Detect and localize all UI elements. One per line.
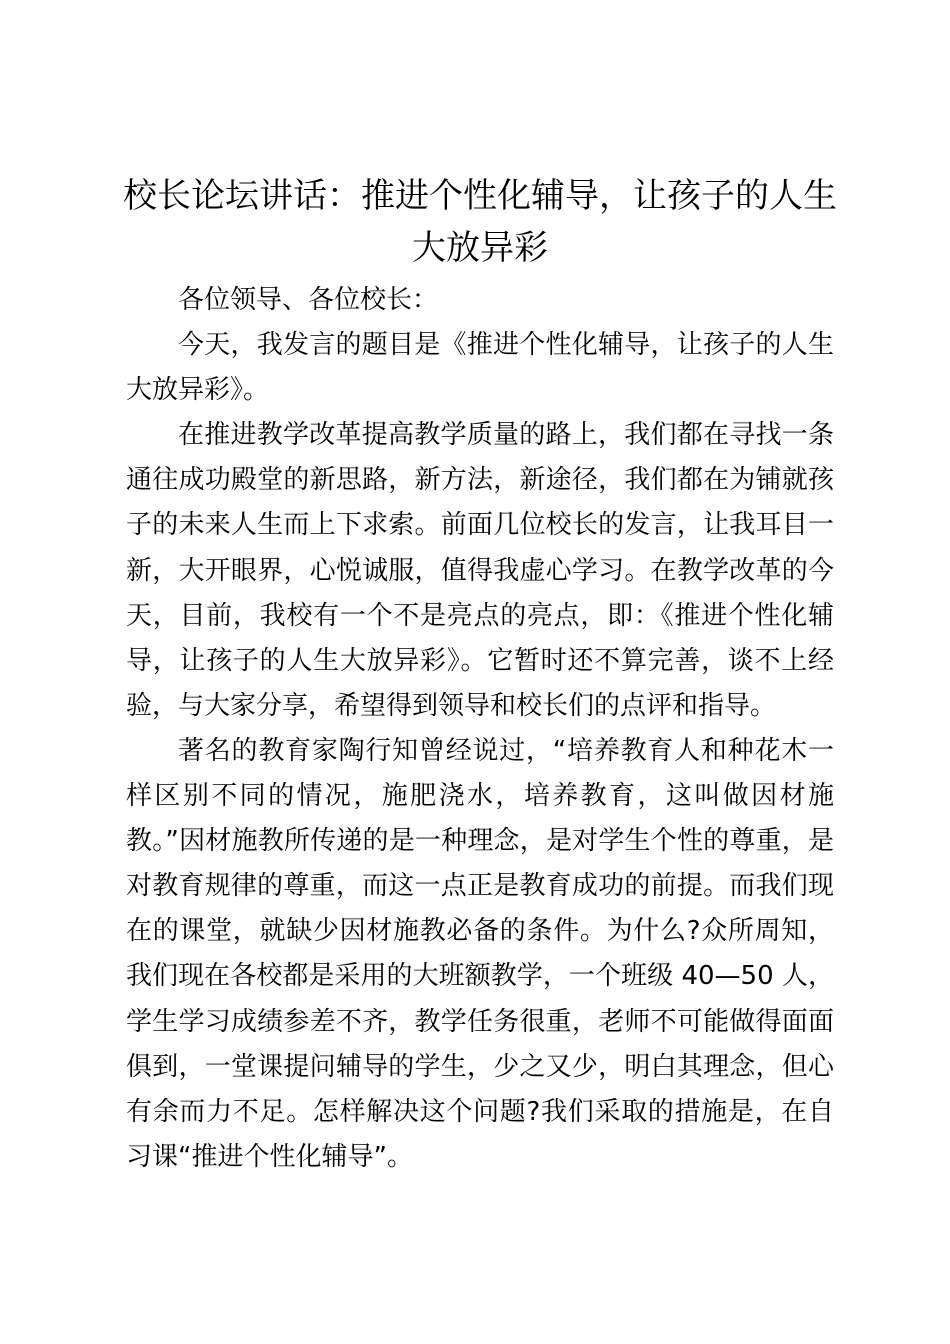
paragraph-reform: 在推进教学改革提高教学质量的路上，我们都在寻找一条通往成功殿堂的新思路，新方法，新途径，我们都在为铺就孩子的未来人生而上下求索。前面几位校长的发言，让我耳目一新，大开眼界，心悦诚服，值得我虚心学习。在教学改革的今天，目前，我校有一个不是亮点的亮点，即：《推进个性化辅导，让孩子的人生大放异彩》。它暂时还不算完善，谈不上经验，与大家分享，希望得到领导和校长们的点评和指导。 — [126, 420, 834, 721]
document-body — [126, 278, 834, 1180]
paragraph-topic: 今天，我发言的题目是《推进个性化辅导，让孩子的人生大放异彩》。 — [126, 330, 834, 406]
document-title: 校长论坛讲话：推进个性化辅导，让孩子的人生大放异彩 — [123, 176, 837, 268]
paragraph-tao-xingzhi: 著名的教育家陶行知曾经说过，“培养教育人和种花木一样区别不同的情况，施肥浇水，培养教育，这叫做因材施教。”因材施教所传递的是一种理念，是对学生个性的尊重，是对教育规律的尊重，而这一点正是教育成功的前提。而我们现在的课堂，就缺少因材施教必备的条件。为什么?众所周知，我们现在各校都是采用的大班额教学，一个班级 40—50 人，学生学习成绩参差不齐，教学任务很重，老师不可能做得面面俱到，一堂课提问辅导的学生，少之又少，明白其理念，但心有余而力不足。怎样解决这个问题?我们采取的措施是，在自习课“推进个性化辅导”。 — [126, 735, 834, 1172]
paragraph-greeting: 各位领导、各位校长： — [178, 285, 439, 315]
